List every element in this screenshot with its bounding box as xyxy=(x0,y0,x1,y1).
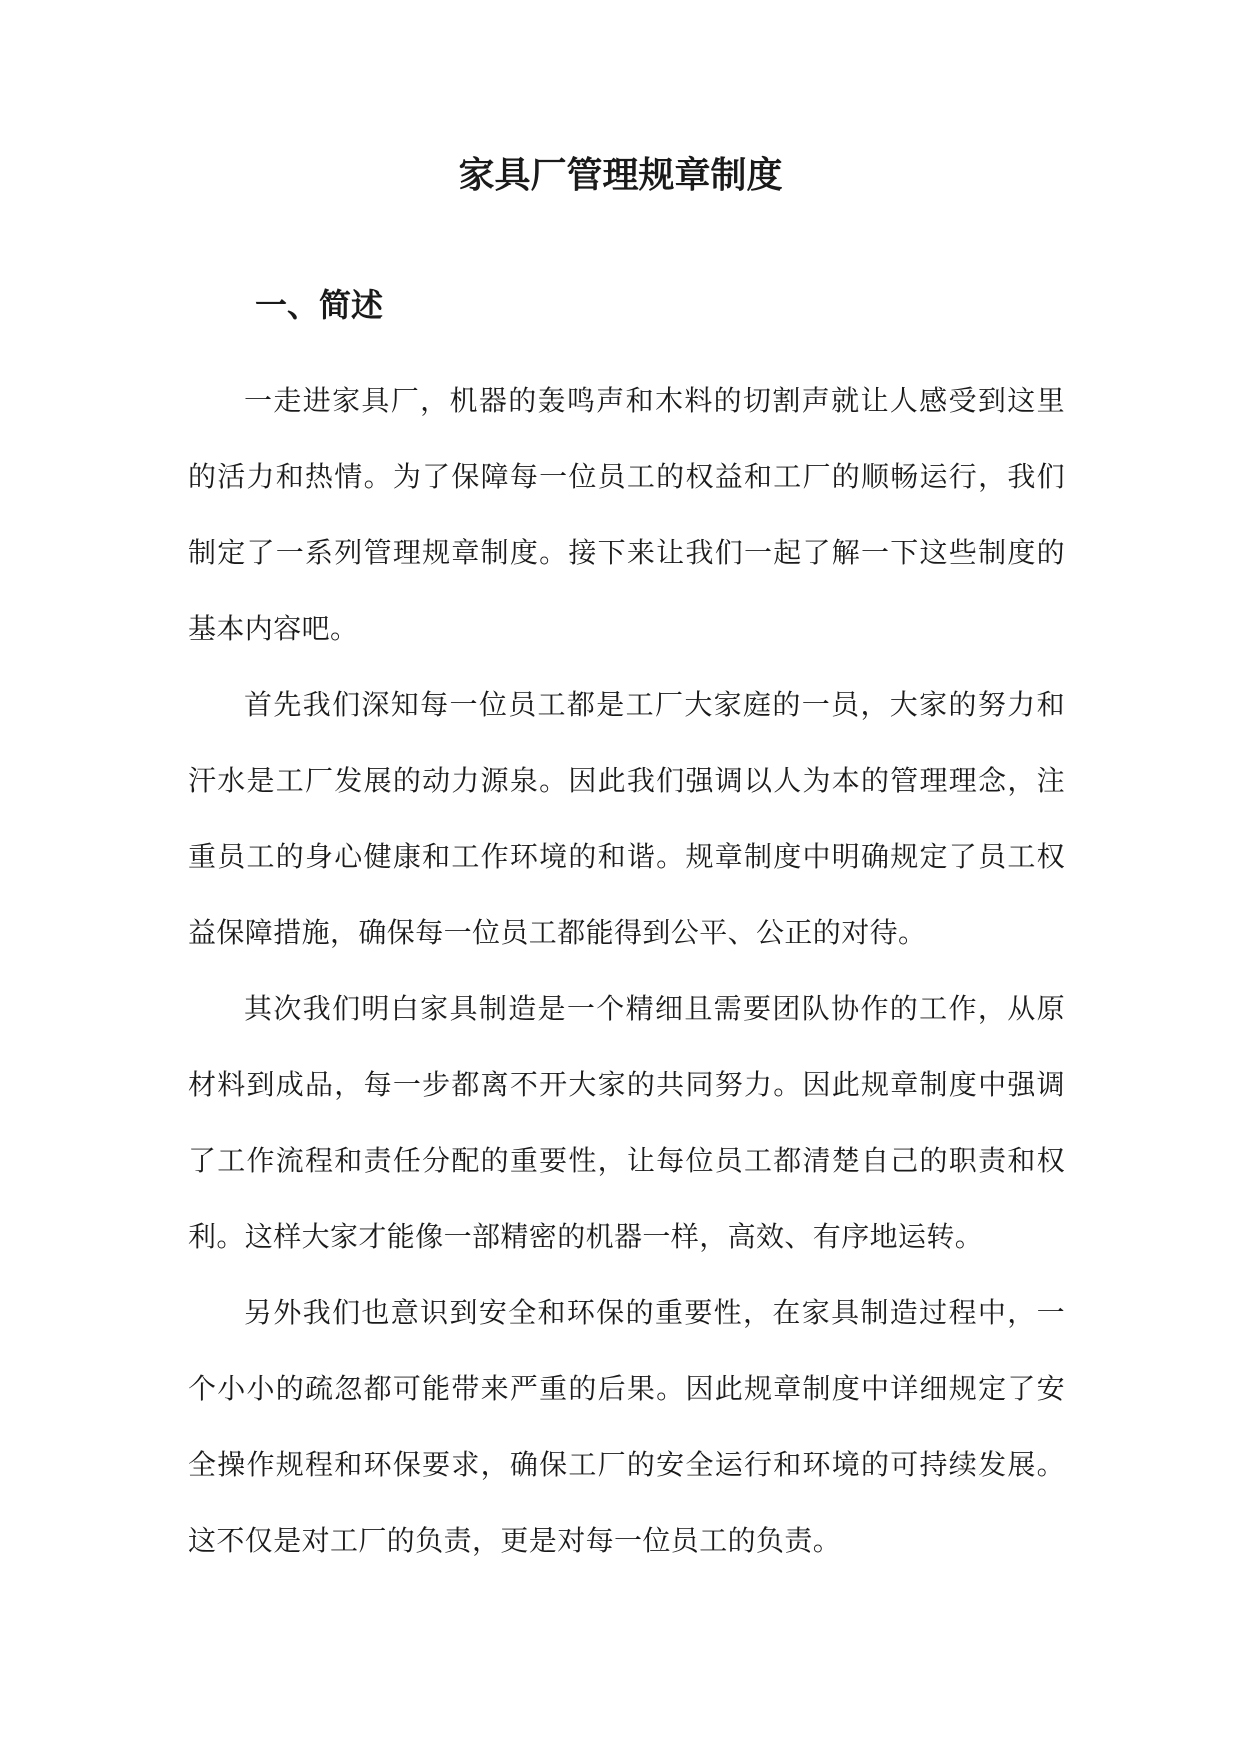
paragraph-2: 首先我们深知每一位员工都是工厂大家庭的一员，大家的努力和汗水是工厂发展的动力源泉。因此我们强调以人为本的管理理念，注重员工的身心健康和工作环境的和谐。规章制度中明确规定了员工权益保障措施，确保每一位员工都能得到公平、公正的对待。 xyxy=(188,688,1065,949)
paragraph-1: 一走进家具厂，机器的轰鸣声和木料的切割声就让人感受到这里的活力和热情。为了保障每一位员工的权益和工厂的顺畅运行，我们制定了一系列管理规章制度。接下来让我们一起了解一下这些制度的基本内容吧。 xyxy=(188,384,1065,645)
document-title: 家具厂管理规章制度 xyxy=(458,154,783,196)
section-heading: 一、简述 xyxy=(255,286,384,324)
paragraph-4: 另外我们也意识到安全和环保的重要性，在家具制造过程中，一个小小的疏忽都可能带来严重的后果。因此规章制度中详细规定了安全操作规程和环保要求，确保工厂的安全运行和环境的可持续发展。这不仅是对工厂的负责，更是对每一位员工的负责。 xyxy=(188,1296,1065,1557)
document-body xyxy=(188,363,1065,1579)
paragraph-3: 其次我们明白家具制造是一个精细且需要团队协作的工作，从原材料到成品，每一步都离不开大家的共同努力。因此规章制度中强调了工作流程和责任分配的重要性，让每位员工都清楚自己的职责和权利。这样大家才能像一部精密的机器一样，高效、有序地运转。 xyxy=(188,992,1065,1253)
